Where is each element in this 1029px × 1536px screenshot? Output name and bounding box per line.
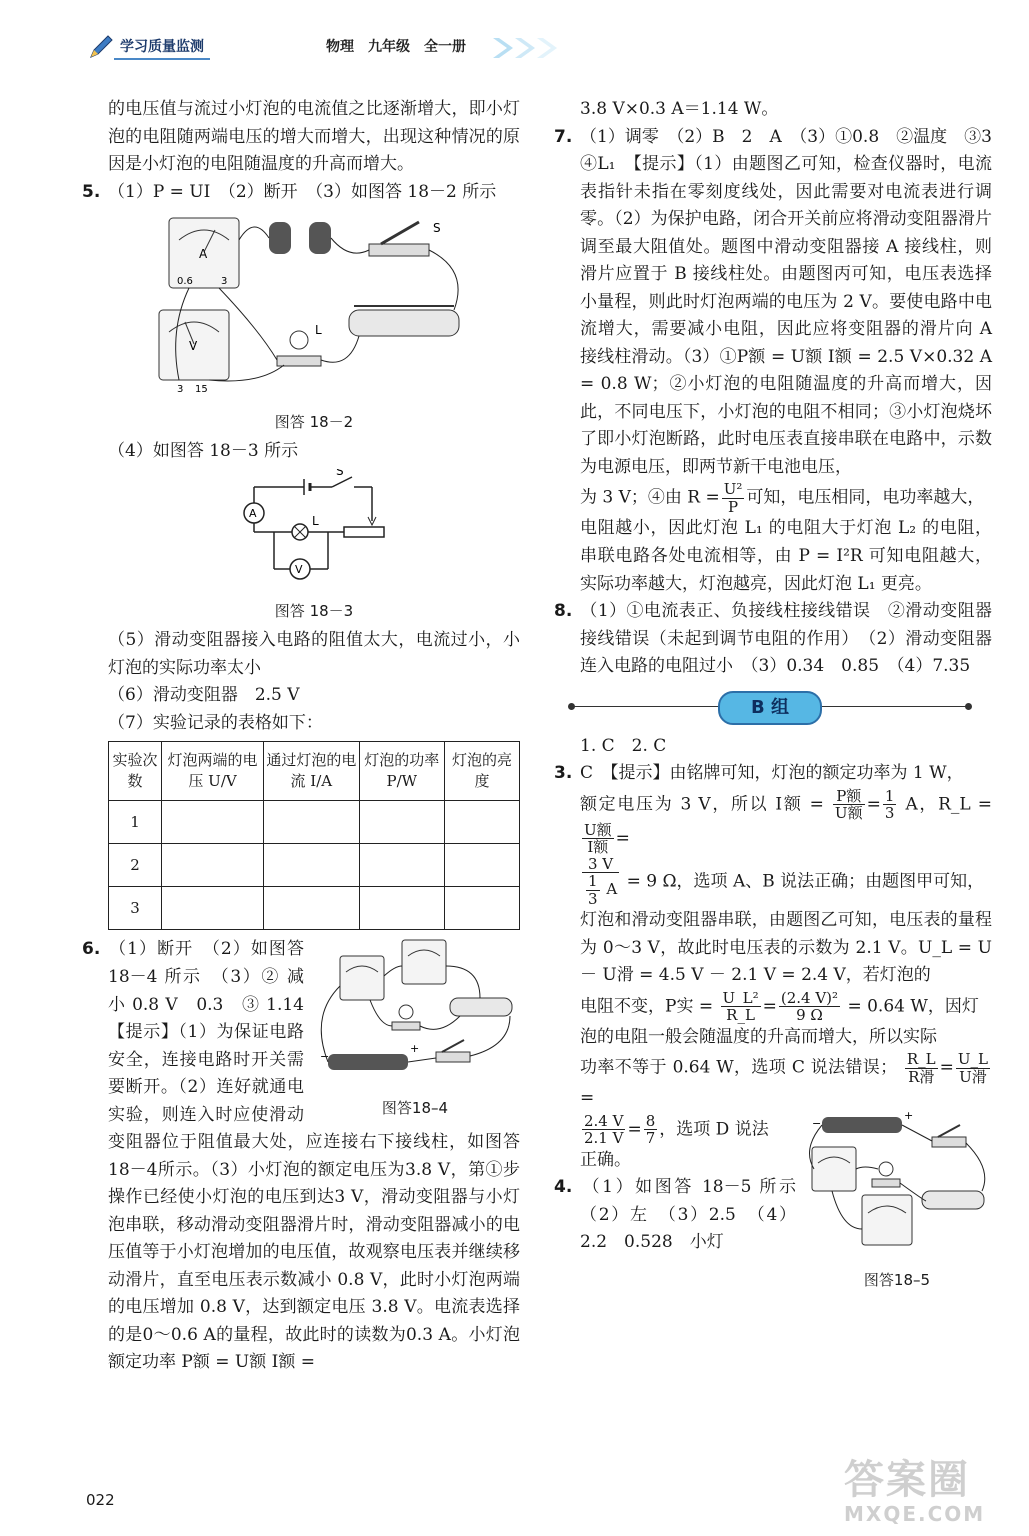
figure-18-3 xyxy=(108,469,520,623)
section-divider-b xyxy=(570,687,970,727)
watermark-small: MXQE.COM xyxy=(844,1502,986,1526)
table-cell-index: 2 xyxy=(109,844,162,887)
formula-fraction xyxy=(582,856,619,908)
inner-numerator: 1 xyxy=(588,872,598,891)
fraction-denominator: R滑 xyxy=(908,1067,935,1086)
fraction-numerator: U_L xyxy=(957,1050,989,1069)
b3-line-8: $\frac{2.4 V}{2.1 V}$ = $\frac{8}{7}$ ，选项 D 说法 xyxy=(584,1111,769,1148)
figure-18-3-caption: 图答 18－3 xyxy=(274,602,354,621)
fraction-numerator: U² xyxy=(723,480,743,499)
q7-text-b: 电阻越小，因此灯泡 L₁ 的电阻大于灯泡 L₂ 的电阻，串联电路各处电流相等，由 P = I²R 可知电阻越大，实际功率越大，灯泡越亮，因此灯泡 L₁ 更亮。 xyxy=(580,518,992,594)
b3-line-1: C 【提示】由铭牌可知，灯泡的额定功率为 1 W， xyxy=(580,763,964,784)
b3-line-5-post: = 0.64 W，因灯 xyxy=(847,996,979,1017)
b3-line-2-pre: 额定电压为 3 V，所以 I额 = xyxy=(580,794,824,815)
fraction-denominator xyxy=(582,873,619,907)
q6-number: 6. xyxy=(82,939,101,960)
left-column xyxy=(82,96,520,1377)
arrows-icon xyxy=(493,36,573,60)
page-header xyxy=(88,30,508,62)
fraction-denominator: 2.1 V xyxy=(584,1129,624,1148)
pen-icon xyxy=(88,34,114,60)
ammeter-06-label: 0.6 xyxy=(177,276,193,288)
question-7 xyxy=(554,124,1009,482)
b3-line-5-pre: 电阻不变，P实 = xyxy=(580,996,714,1017)
voltmeter-label: V xyxy=(189,339,198,354)
q5-part-7: （7）实验记录的表格如下： xyxy=(108,712,323,733)
ammeter-symbol-label: A xyxy=(249,507,257,521)
left-para-1: 的电压值与流过小灯泡的电流值之比逐渐增大，即小灯泡的电阻随两端电压的增大而增大，出现这种情况的原因是小灯泡的电阻随温度的升高而增大。 xyxy=(108,99,520,175)
b4-text: （1）如图答 18－5 所示 （2）左 （3）2.5 （4）2.2 0.528 小灯 xyxy=(580,1177,813,1253)
q5-part-5: （5）滑动变阻器接入电路的阻值太大，电流过小，小灯泡的实际功率太小 xyxy=(108,630,520,678)
b3-line-7: 功率不等于 0.64 W，选项 C 说法错误； $\frac{R\_L}{\text{R滑}}$ = $\frac{U\_L}{\text{U滑}}$ = xyxy=(580,1050,989,1109)
ammeter-3-label: 3 xyxy=(221,276,228,288)
b-answers-1-2: 1. C 2. C xyxy=(580,735,667,756)
table-row xyxy=(109,844,520,887)
svg-text:−: − xyxy=(812,1116,822,1130)
fraction-denominator: 7 xyxy=(645,1129,656,1148)
q6-text: （1）断开 （2）如图答 18－4 所示 （3）② 减小 0.8 V 0.3 ③ 1.14 【提示】（1）为保证电路安全，连接电路时开关需要断开。（2）连好就通电实验，则连入时应使滑动变阻器位于阻值最大处，应连接右下接线柱，如图答18－4所示。（3）小灯泡的额定电压为3.8 V，第①步操作已经使小灯泡的电压到达3 V，滑动变阻器与小灯泡串联，移动滑动变阻器滑片时，滑动变阻器减小的电压值等于小灯泡增加的电压值，故观察电压表并继续移动滑片，直至电压表示数减小 0.8 V，此时小灯泡两端的电压增加 0.8 V，达到额定电压 3.8 V。电流表选择的是0～0.6 A的量程，故此时的读数为0.3 A。小灯泡额定功率 P额 = U额 I额 = xyxy=(108,939,520,1373)
figure-18-2 xyxy=(108,210,520,434)
b3-text-d: 泡的电阻一般会随温度的升高而增大，所以实际 xyxy=(580,1026,937,1047)
fraction-denominator: U滑 xyxy=(959,1067,987,1086)
formula-fraction xyxy=(582,822,614,856)
formula-fraction xyxy=(833,788,865,822)
fraction-denominator: 9 Ω xyxy=(796,1006,823,1025)
b3-text-e: 正确。 xyxy=(580,1149,631,1170)
b-group-badge: B 组 xyxy=(718,691,822,725)
fraction-denominator: 3 xyxy=(884,804,895,823)
fraction-denominator: U额 xyxy=(834,804,863,823)
q8-text: （1）①电流表正、负接线柱接线错误 ②滑动变阻器接线错误（未起到调节电阻的作用） （2）滑动变阻器连入电路的电阻过小 （3）0.34 0.85 （4）7.35 xyxy=(580,601,992,677)
svg-text:−: − xyxy=(320,1050,330,1064)
fraction-denominator: I额 xyxy=(587,838,609,857)
record-table xyxy=(108,741,520,930)
b3-b4-block xyxy=(554,1108,992,1290)
q5-text: （1）P = UI （2）断开 （3）如图答 18－2 所示 xyxy=(108,181,497,202)
fraction-denominator: R_L xyxy=(726,1006,755,1025)
table-header: 通过灯泡的电流 I/A xyxy=(264,742,359,801)
figure-18-5-caption: 图答18–5 xyxy=(863,1271,931,1290)
q8-number: 8. xyxy=(554,601,573,622)
table-header: 实验次数 xyxy=(109,742,162,801)
page-number: 022 xyxy=(86,1491,115,1509)
formula-fraction xyxy=(883,788,897,822)
q7-number: 7. xyxy=(554,126,573,147)
switch-label: S xyxy=(433,221,441,236)
lamp-l-label: L xyxy=(312,514,319,529)
q7-line-post: 可知，电压相同，电功率越大， xyxy=(746,487,985,508)
q5-part-4: （4）如图答 18－3 所示 xyxy=(108,440,299,461)
header-subject: 物理 九年级 全一册 xyxy=(326,39,466,55)
table-header: 灯泡的亮度 xyxy=(445,742,520,801)
q7-text-a: （1）调零 （2）B 2 A （3）①0.8 ②温度 ③3 ④L₁ 【提示】（1）由题图乙可知，检查仪器时，电流表指针未指在零刻度线处，因此需要对电流表进行调零。（2）为保护电路，闭合开关前应将滑动变阻器滑片调至最大阻值处。题图中滑动变阻器接 A 接线柱，则滑片应置于 B 接线柱处。由题图丙可知，电压表选择小量程，则此时灯泡两端的电压为 2 V。要使电路中电流增大，需要减小电阻，因此应将变阻器的滑片向 A 接线柱滑动。（3）①P额 = U额 I额 = 2.5 V×0.32 A = 0.8 W；②小灯泡的电阻随温度的升高而增大，因此，不同电压下，小灯泡的电阻不相同；③小灯泡烧坏了即小灯泡断路，此时电压表直接串联在电路中，示数为电源电压，即两节新干电池电压， xyxy=(580,126,1009,477)
question-5 xyxy=(82,179,520,207)
figure-18-5 xyxy=(802,1109,992,1293)
right-line-1: 3.8 V×0.3 A＝1.14 W。 xyxy=(580,99,779,119)
table-row xyxy=(109,801,520,844)
question-b3 xyxy=(554,760,992,788)
right-column xyxy=(554,96,1009,1293)
voltmeter-3-label: 3 xyxy=(177,384,184,396)
table-header-row xyxy=(109,742,520,801)
b3-line-7-pre: 功率不等于 0.64 W，选项 C 说法错误； xyxy=(580,1057,898,1078)
svg-text:+: + xyxy=(410,1042,420,1056)
bulb-label: L xyxy=(315,323,322,338)
fraction-numerator: R_L xyxy=(906,1050,936,1069)
table-header: 灯泡的功率 P/W xyxy=(359,742,444,801)
switch-s-label: S xyxy=(336,469,344,479)
figure-18-4 xyxy=(310,936,520,1120)
fraction-numerator: U_L² xyxy=(722,988,759,1007)
fraction-numerator: 3 V xyxy=(582,856,619,874)
fraction-numerator: P额 xyxy=(833,788,865,806)
inner-fraction xyxy=(586,873,600,907)
b3-number: 3. xyxy=(554,763,573,784)
figure-18-2-caption: 图答 18－2 xyxy=(274,412,354,431)
q5-number: 5. xyxy=(82,181,101,202)
circuit-diagram-18-2 xyxy=(149,210,479,400)
ammeter-label: A xyxy=(199,247,208,262)
circuit-diagram-18-3 xyxy=(234,469,394,589)
watermark-big: 答案圈 xyxy=(844,1457,970,1503)
fraction-numerator: U额 xyxy=(584,820,612,839)
circuit-diagram-18-4 xyxy=(310,936,520,1086)
figure-18-4-caption: 图答18–4 xyxy=(381,1098,449,1117)
fraction-denominator: P xyxy=(728,497,739,516)
b3-line-2-mid: A，R_L = xyxy=(905,794,993,815)
circuit-diagram-18-5 xyxy=(802,1109,992,1259)
unit: A xyxy=(606,880,618,899)
q5-part-6: （6）滑动变阻器 2.5 V xyxy=(108,685,300,706)
table-row xyxy=(109,887,520,930)
formula-fraction xyxy=(721,990,761,1024)
b3-line-5: 电阻不变，P实 = $\frac{\text{U\_L²}}{R\_L}$ = $\frac{\text{(2.4 V)²}}{9 \Omega}$ = 0.64 W，因灯 xyxy=(580,988,979,1025)
question-6 xyxy=(82,936,520,1377)
watermark xyxy=(844,1458,985,1526)
header-tag: 学习质量监测 xyxy=(114,36,210,60)
formula-fraction xyxy=(779,990,840,1024)
q7-line-pre: 为 3 V；④由 R = xyxy=(580,487,720,508)
b3-line-2: 额定电压为 3 V，所以 I额 = $\frac{\text{P额}}{\text{U额}}$ = $\frac{1}{3}$ A，R_L = $\frac{\text{U额}}{\text{I额}}$ = xyxy=(580,786,993,857)
fraction-numerator: 2.4 V xyxy=(584,1111,624,1130)
fraction-numerator: (2.4 V)² xyxy=(780,988,839,1007)
formula-fraction xyxy=(722,481,745,515)
inner-denominator: 3 xyxy=(588,889,598,908)
b3-line-3-post: = 9 Ω，选项 A、B 说法正确；由题图甲可知， xyxy=(626,870,985,891)
b3-line-8-post: ，选项 D 说法 xyxy=(659,1119,769,1140)
b3-text-c: 灯泡和滑动变阻器串联，由题图乙可知，电压表的量程为 0～3 V，故此时电压表的示数为 2.1 V。U_L = U － U滑 = 4.5 V － 2.1 V = 2.4 V，若灯泡的 xyxy=(580,910,992,986)
fraction-numerator: 8 xyxy=(645,1111,656,1130)
voltmeter-symbol-label: V xyxy=(295,563,303,577)
table-cell-index: 1 xyxy=(109,801,162,844)
formula-fraction xyxy=(956,1051,990,1085)
svg-text:+: + xyxy=(904,1108,914,1122)
table-header: 灯泡两端的电压 U/V xyxy=(162,742,264,801)
fraction-numerator: 1 xyxy=(884,786,895,805)
formula-fraction xyxy=(644,1113,658,1147)
question-8 xyxy=(554,598,992,681)
voltmeter-15-label: 15 xyxy=(195,384,208,396)
formula-fraction xyxy=(582,1113,625,1147)
table-cell-index: 3 xyxy=(109,887,162,930)
q7-formula-line xyxy=(580,481,992,515)
equals-sign: = xyxy=(866,794,881,815)
b3-line-3 xyxy=(580,856,992,908)
b4-number: 4. xyxy=(554,1177,573,1198)
formula-fraction xyxy=(905,1051,938,1085)
